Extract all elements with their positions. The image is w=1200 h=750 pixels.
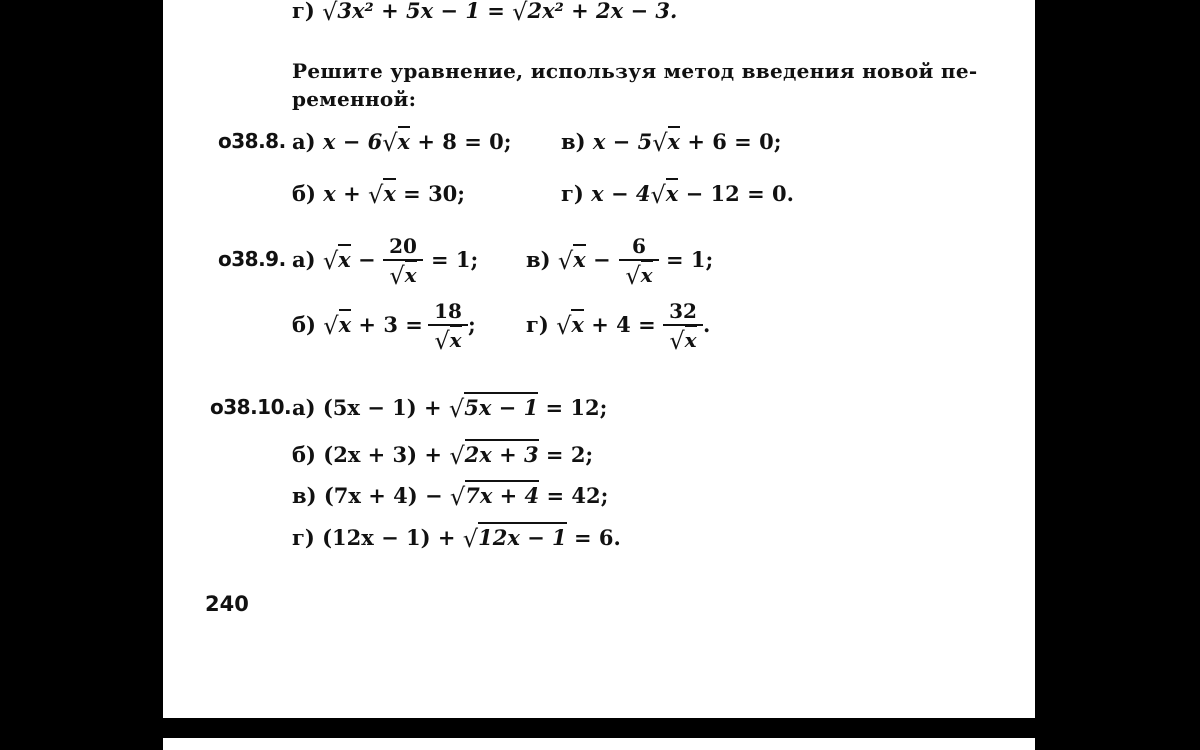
radicand: x	[668, 126, 681, 154]
expr-post: = 42;	[546, 483, 609, 508]
radicand: x	[398, 126, 411, 154]
expr-pre: x − 4	[591, 181, 651, 206]
expr-pre: (5x − 1) +	[322, 395, 442, 420]
operator: −	[358, 247, 376, 272]
sqrt-icon: √	[382, 129, 398, 157]
denominator: √x	[669, 327, 697, 355]
sqrt-icon: √	[512, 0, 528, 26]
item-label: г)	[292, 0, 315, 23]
item-label: а)	[292, 395, 316, 420]
item-label: г)	[292, 525, 315, 550]
item-label: б)	[292, 181, 316, 206]
exercise-number: о38.9.	[218, 247, 286, 271]
item-label: а)	[292, 247, 316, 272]
radicand: x	[573, 244, 586, 272]
intro-line-2: ременной:	[292, 87, 417, 111]
expr-pre: (12x − 1) +	[322, 525, 456, 550]
radicand: x	[339, 309, 352, 337]
equation-38-9-b-left	[292, 314, 423, 338]
expr-post: + 6 = 0;	[687, 129, 782, 154]
item-label: в)	[526, 247, 551, 272]
numerator: 20	[383, 236, 423, 261]
expr-post: − 12 = 0.	[685, 181, 794, 206]
denominator: √x	[389, 262, 417, 290]
equals-sign: =	[487, 0, 505, 23]
numerator: 32	[663, 301, 703, 326]
next-page-edge	[163, 738, 1035, 750]
equation-38-10-g	[292, 527, 621, 551]
numerator: 6	[619, 236, 659, 261]
item-label: г)	[561, 181, 584, 206]
sqrt-icon: √	[650, 181, 666, 209]
exercise-number: о38.8.	[218, 129, 286, 153]
expr-pre: (7x + 4) −	[323, 483, 443, 508]
sqrt-icon: √	[462, 525, 479, 553]
item-label: в)	[561, 129, 586, 154]
sqrt-icon: √	[322, 247, 339, 275]
fraction	[663, 301, 703, 353]
radicand: 3x² + 5x − 1	[337, 0, 480, 23]
sqrt-icon: √	[449, 483, 466, 511]
item-label: а)	[292, 129, 316, 154]
equation-38-9-v-left	[526, 249, 611, 273]
sqrt-icon: √	[652, 129, 668, 157]
sqrt-icon: √	[322, 0, 338, 26]
equation-38-8-a	[292, 131, 511, 155]
expr-pre: (2x + 3) +	[323, 442, 443, 467]
sqrt-icon: √	[556, 312, 572, 340]
sqrt-icon: √	[625, 262, 641, 290]
item-label: б)	[292, 442, 316, 467]
equation-38-10-v	[292, 485, 608, 509]
equation-38-10-b	[292, 444, 593, 468]
radicand: x	[383, 178, 396, 206]
sqrt-icon: √	[389, 262, 405, 290]
expr-post: = 2;	[545, 442, 594, 467]
radicand: 5x − 1	[464, 392, 538, 420]
intro-line-1: Решите уравнение, используя метод введения новой пе-	[292, 59, 978, 83]
equation-38-8-v	[561, 131, 781, 155]
numerator: 18	[428, 301, 468, 326]
equation-38-9-a-left	[292, 249, 376, 273]
expr-mid: + 4 =	[591, 312, 656, 337]
equation-38-8-g	[561, 183, 794, 207]
equation-38-8-b	[292, 183, 465, 207]
sqrt-icon: √	[448, 395, 465, 423]
sqrt-icon: √	[669, 327, 685, 355]
equation-38-9-g-right: .	[703, 312, 711, 337]
sqrt-icon: √	[434, 327, 450, 355]
equation-38-9-v-right: = 1;	[666, 247, 714, 272]
equation-38-9-g-left	[526, 314, 656, 338]
sqrt-icon: √	[557, 247, 574, 275]
radicand: 12x − 1	[478, 522, 567, 550]
equation-38-9-b-right: ;	[468, 312, 476, 337]
sqrt-icon: √	[323, 312, 339, 340]
item-label: в)	[292, 483, 317, 508]
expr-post: = 12;	[545, 395, 608, 420]
expr-post: + 8 = 0;	[417, 129, 512, 154]
radicand: x	[338, 244, 351, 272]
equation-38-10-a	[292, 397, 607, 421]
expr-pre: x − 6	[322, 129, 383, 154]
sqrt-icon: √	[449, 442, 465, 470]
denominator: √x	[625, 262, 653, 290]
radicand: 7x + 4	[465, 480, 539, 508]
radicand: 2x² + 2x − 3.	[527, 0, 677, 23]
expr-mid: + 3 =	[358, 312, 423, 337]
exercise-number: о38.10.	[210, 395, 292, 419]
fraction	[383, 236, 423, 288]
denominator: √x	[434, 327, 462, 355]
page-number: 240	[205, 592, 249, 616]
expr-post: = 6.	[573, 525, 621, 550]
expr-pre: x +	[323, 181, 361, 206]
fraction	[428, 301, 468, 353]
equation-38-9-a-right: = 1;	[431, 247, 479, 272]
fraction	[619, 236, 659, 288]
textbook-page	[163, 0, 1035, 718]
item-label: б)	[292, 312, 316, 337]
radicand: 2x + 3	[465, 439, 539, 467]
sqrt-icon: √	[368, 181, 384, 209]
item-label: г)	[526, 312, 549, 337]
radicand: x	[666, 178, 679, 206]
expr-pre: x − 5	[592, 129, 653, 154]
operator: −	[592, 247, 611, 272]
expr-post: = 30;	[403, 181, 466, 206]
top-equation-line	[292, 0, 677, 24]
radicand: x	[571, 309, 584, 337]
